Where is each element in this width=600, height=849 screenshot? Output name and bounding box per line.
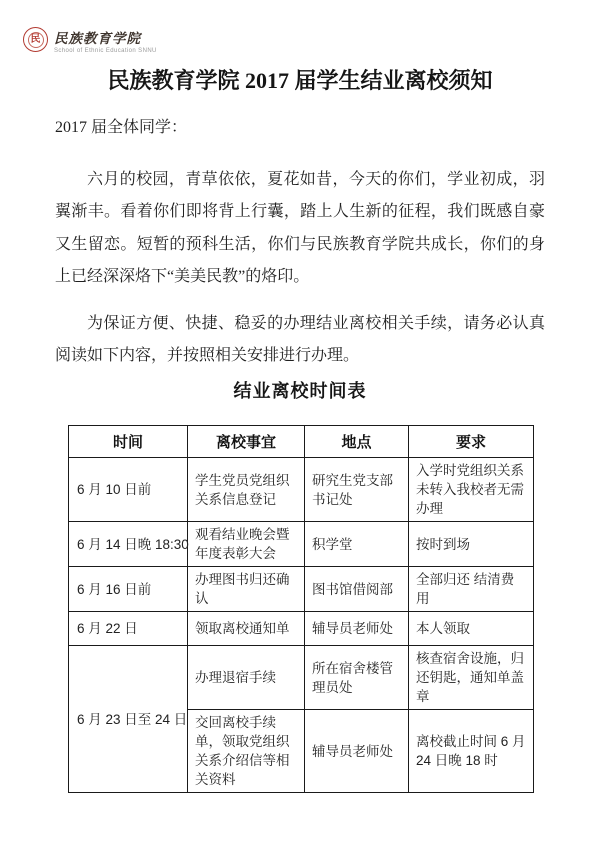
cell-time: 6 月 16 日前 [69, 567, 188, 612]
cell-place: 研究生党支部书记处 [305, 458, 409, 522]
cell-time: 6 月 22 日 [69, 612, 188, 646]
cell-time-merged: 6 月 23 日至 24 日 [69, 646, 188, 793]
table-header-row [69, 426, 534, 458]
cell-requirement: 入学时党组织关系未转入我校者无需办理 [409, 458, 534, 522]
cell-requirement: 按时到场 [409, 522, 534, 567]
cell-requirement: 全部归还 结清费用 [409, 567, 534, 612]
table-row [69, 646, 534, 710]
column-header-time: 时间 [69, 426, 188, 458]
table-row [69, 458, 534, 522]
school-name-calligraphy: 民族教育学院 [54, 31, 141, 46]
page-title: 民族教育学院 2017 届学生结业离校须知 [107, 68, 493, 93]
cell-time: 6 月 10 日前 [69, 458, 188, 522]
table-row [69, 612, 534, 646]
paragraph-instruction: 为保证方便、快捷、稳妥的办理结业离校相关手续，请务必认真阅读如下内容，并按照相关安排进行办理。 [55, 314, 545, 364]
cell-matter: 交回离校手续单，领取党组织关系介绍信等相关资料 [188, 710, 305, 793]
cell-matter: 领取离校通知单 [188, 612, 305, 646]
cell-matter: 办理图书归还确认 [188, 567, 305, 612]
column-header-requirement: 要求 [409, 426, 534, 458]
schedule-table-title: 结业离校时间表 [233, 381, 367, 401]
cell-matter: 观看结业晚会暨年度表彰大会 [188, 522, 305, 567]
school-seal-icon [23, 27, 48, 52]
cell-place: 辅导员老师处 [305, 710, 409, 793]
school-logo [23, 27, 157, 54]
paragraph-intro: 六月的校园，青草依依，夏花如昔，今天的你们，学业初成，羽翼渐丰。看着你们即将背上行囊，踏上人生新的征程，我们既感自豪又生留恋。短暂的预科生活，你们与民族教育学院共成长，你们的身上已经深深烙下“美美民教”的烙印。 [55, 170, 545, 285]
schedule-table [68, 425, 534, 793]
seal-character: 民 [28, 32, 44, 48]
cell-requirement: 核查宿舍设施，归还钥匙，通知单盖章 [409, 646, 534, 710]
document-body [55, 112, 545, 373]
school-name-english: School of Ethnic Education SNNU [54, 48, 157, 54]
column-header-place: 地点 [305, 426, 409, 458]
cell-time: 6 月 14 日晚 18:30 [69, 522, 188, 567]
column-header-matter: 离校事宜 [188, 426, 305, 458]
table-row [69, 567, 534, 612]
cell-requirement: 离校截止时间 6 月 24 日晚 18 时 [409, 710, 534, 793]
cell-matter: 学生党员党组织关系信息登记 [188, 458, 305, 522]
cell-place: 辅导员老师处 [305, 612, 409, 646]
cell-place: 图书馆借阅部 [305, 567, 409, 612]
cell-place: 积学堂 [305, 522, 409, 567]
cell-matter: 办理退宿手续 [188, 646, 305, 710]
greeting-line: 2017 届全体同学： [55, 119, 188, 136]
table-row [69, 522, 534, 567]
logo-text-block [54, 27, 157, 54]
cell-place: 所在宿舍楼管理员处 [305, 646, 409, 710]
cell-requirement: 本人领取 [409, 612, 534, 646]
